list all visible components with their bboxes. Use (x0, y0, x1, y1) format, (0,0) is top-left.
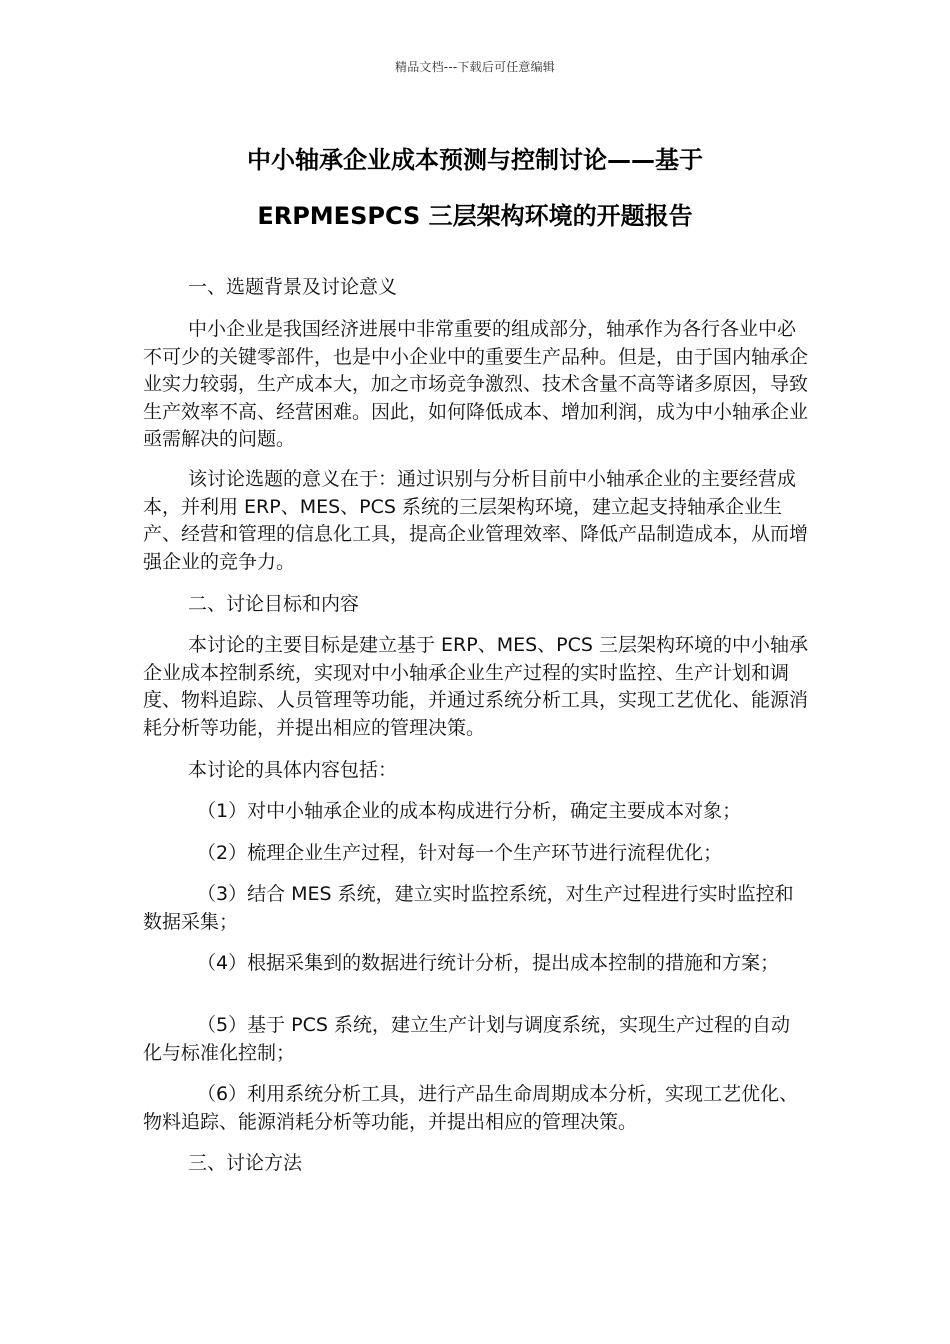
list-item: （1）对中小轴承企业的成本构成进行分析，确定主要成本对象； (197, 800, 742, 822)
list-item: （2）梳理企业生产过程，针对每一个生产环节进行流程优化； (197, 842, 723, 864)
contents-intro: 本讨论的具体内容包括： (188, 759, 398, 781)
title-line-1: 中小轴承企业成本预测与控制讨论——基于 (247, 146, 703, 174)
paragraph-background: 中小企业是我国经济进展中非常重要的组成部分，轴承作为各行各业中必不可少的关键零部件，也是中小企业中的重要生产品种。但是，由于国内轴承企业实力较弱，生产成本大，加之市场竞争激烈、技术含量不高等诸多原因，导致生产效率不高、经营困难。因此，如何降低成本、增加利润，成为中小轴承企业亟需解决的问题。 (143, 318, 809, 450)
list-item: （3）结合 MES 系统，建立实时监控系统，对生产过程进行实时监控和数据采集； (143, 883, 794, 933)
title-line-2: ERPMESPCS 三层架构环境的开题报告 (257, 202, 693, 230)
paragraph-significance: 该讨论选题的意义在于：通过识别与分析目前中小轴承企业的主要经营成本，并利用 ERP、MES、PCS 系统的三层架构环境，建立起支持轴承企业生产、经营和管理的信息化工具，提高企业管理效率、降低产品制造成本，从而增强企业的竞争力。 (143, 468, 809, 573)
paragraph-objective: 本讨论的主要目标是建立基于 ERP、MES、PCS 三层架构环境的中小轴承企业成本控制系统，实现对中小轴承企业生产过程的实时监控、生产计划和调度、物料追踪、人员管理等功能，并通过系统分析工具，实现工艺优化、能源消耗分析等功能，并提出相应的管理决策。 (143, 634, 809, 739)
section-heading-1: 一、选题背景及讨论意义 (188, 276, 398, 298)
list-item: （6）利用系统分析工具，进行产品生命周期成本分析，实现工艺优化、物料追踪、能源消耗分析等功能，并提出相应的管理决策。 (143, 1083, 799, 1133)
list-item: （5）基于 PCS 系统，建立生产计划与调度系统，实现生产过程的自动化与标准化控制； (143, 1014, 790, 1064)
list-item: （4）根据采集到的数据进行统计分析，提出成本控制的措施和方案； (197, 952, 780, 974)
section-heading-3: 三、讨论方法 (188, 1152, 303, 1174)
section-heading-2: 二、讨论目标和内容 (188, 593, 360, 615)
header-note: 精品文档---下载后可任意编辑 (395, 60, 555, 74)
